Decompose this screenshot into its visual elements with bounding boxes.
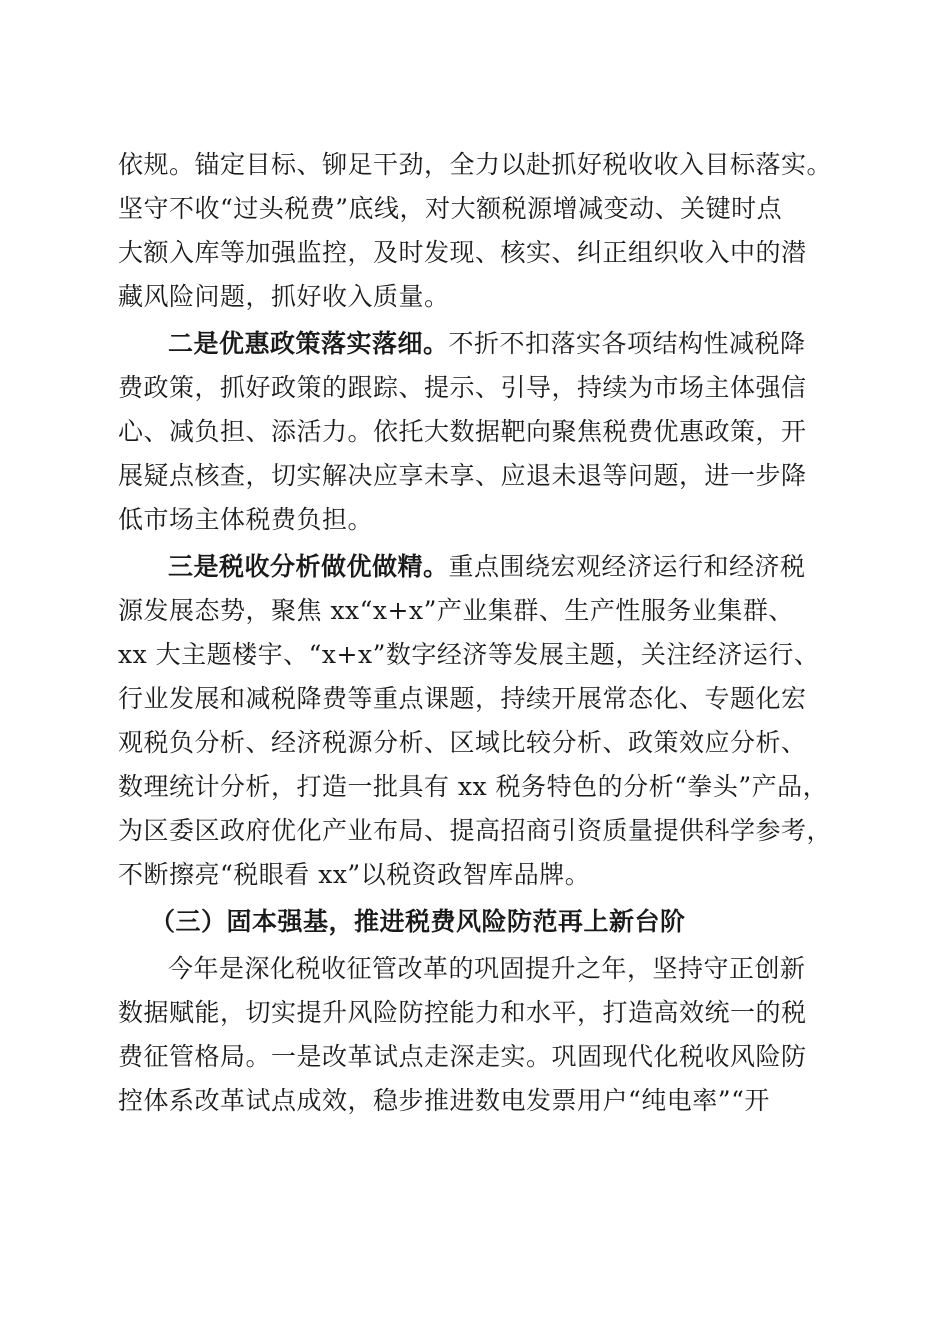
text-line: 今年是深化税收征管改革的巩固提升之年，坚持守正创新	[168, 954, 806, 983]
text-line: 依规。锚定目标、铆足干劲，全力以赴抓好税收收入目标落实。	[118, 150, 833, 179]
text-line: 控体系改革试点成效，稳步推进数电发票用户“纯电率”“开	[118, 1086, 770, 1115]
text-line: 为区委区政府优化产业布局、提高招商引资质量提供科学参考，	[118, 816, 833, 845]
text-line: 藏风险问题，抓好收入质量。	[118, 282, 450, 311]
text-line: 行业发展和减税降费等重点课题，持续开展常态化、专题化宏	[118, 684, 807, 713]
text-line: 源发展态势，聚焦 xx“x+x”产业集群、生产性服务业集群、	[118, 596, 794, 625]
text-line: 心、减负担、添活力。依托大数据靶向聚焦税费优惠政策，开	[118, 417, 807, 446]
text-line: xx 大主题楼宇、“x+x”数字经济等发展主题，关注经济运行、	[118, 640, 820, 669]
text-run: 重点围绕宏观经济运行和经济税	[448, 552, 806, 581]
paragraph-lead-line	[168, 549, 888, 585]
text-line: 不断擦亮“税眼看 xx”以税资政智库品牌。	[118, 860, 591, 889]
text-line: 费征管格局。一是改革试点走深走实。巩固现代化税收风险防	[118, 1042, 807, 1071]
text-line: 坚守不收“过头税费”底线，对大额税源增减变动、关键时点	[118, 194, 783, 223]
text-line: 费政策，抓好政策的跟踪、提示、引导，持续为市场主体强信	[118, 373, 807, 402]
text-line: 观税负分析、经济税源分析、区域比较分析、政策效应分析、	[118, 728, 807, 757]
paragraph-lead-in: 二是优惠政策落实落细。	[168, 329, 449, 358]
paragraph-lead-in: 三是税收分析做优做精。	[168, 552, 449, 581]
text-run: 不折不扣落实各项结构性减税降	[448, 329, 806, 358]
section-heading: （三）固本强基，推进税费风险防范再上新台阶	[150, 907, 686, 936]
text-line: 大额入库等加强监控，及时发现、核实、纠正组织收入中的潜	[118, 238, 807, 267]
paragraph-lead-line	[168, 326, 888, 362]
text-line: 展疑点核查，切实解决应享未享、应退未退等问题，进一步降	[118, 461, 807, 490]
text-line: 数理统计分析，打造一批具有 xx 税务特色的分析“拳头”产品，	[118, 772, 829, 801]
text-line: 低市场主体税费负担。	[118, 505, 374, 534]
text-line: 数据赋能，切实提升风险防控能力和水平，打造高效统一的税	[118, 998, 807, 1027]
